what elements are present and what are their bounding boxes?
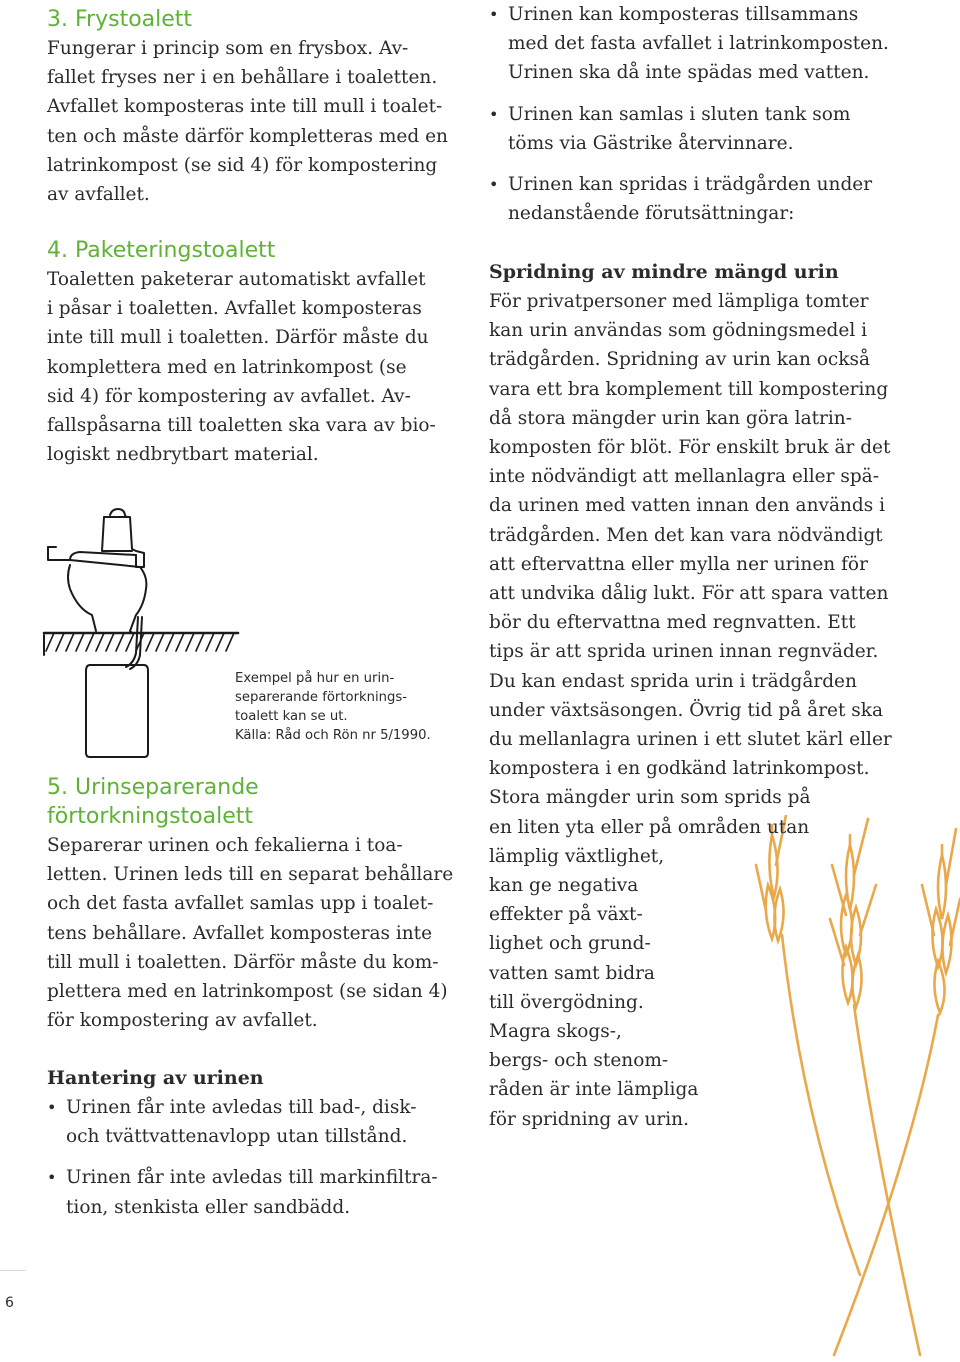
text-line: då stora mängder urin kan göra latrin- xyxy=(489,407,852,429)
text-line: kompostera i en godkänd latrinkompost. xyxy=(489,758,870,780)
text-line: komposten för blöt. För enskilt bruk är det xyxy=(489,437,891,459)
list-item-line: tion, stenkista eller sandbädd. xyxy=(66,1196,351,1218)
urine-handling-list-left xyxy=(47,1093,477,1222)
text-line: kan ge negativa xyxy=(489,875,639,897)
text-line: Stora mängder urin som sprids på xyxy=(489,787,811,809)
text-line: för spridning av urin. xyxy=(489,1108,689,1130)
text-line: en liten yta eller på områden utan xyxy=(489,816,810,838)
spreading-section xyxy=(489,258,929,1134)
text-line: trädgården. Spridning av urin kan också xyxy=(489,349,871,371)
list-item-line: • Urinen kan komposteras tillsammans xyxy=(508,4,859,25)
text-line: vara ett bra komplement till kompostering xyxy=(489,378,889,400)
heading-line: 5. Urinseparerande xyxy=(47,775,259,800)
text-line: Magra skogs-, xyxy=(489,1021,622,1043)
text-line: letten. Urinen leds till en separat behållare xyxy=(47,864,454,886)
list-item-line: nedanstående förutsättningar: xyxy=(508,203,795,225)
section-5 xyxy=(47,773,467,1035)
caption-line: Källa: Råd och Rön nr 5/1990. xyxy=(235,728,431,743)
text-line: Du kan endast sprida urin i trädgården xyxy=(489,670,857,692)
section-4-heading: 4. Paketeringstoalett xyxy=(47,238,276,263)
text-line: vatten samt bidra xyxy=(489,962,655,984)
list-item-line: • Urinen får inte avledas till bad-, disk- xyxy=(66,1097,417,1118)
section-5-heading xyxy=(47,773,467,831)
text-line: att undvika dålig lukt. För att spara vatten xyxy=(489,583,889,605)
list-item xyxy=(489,0,929,88)
list-item-line: och tvättvattenavlopp utan tillstånd. xyxy=(66,1126,408,1148)
heading-line: förtorkningstoalett xyxy=(47,804,254,829)
text-line: till mull i toaletten. Därför måste du kom- xyxy=(47,951,439,973)
text-line: av avfallet. xyxy=(47,184,150,206)
figure-caption xyxy=(235,669,465,745)
text-line: inte till mull i toaletten. Därför måste du xyxy=(47,327,429,349)
section-3-text xyxy=(47,34,467,209)
list-item-line: Urinen ska då inte spädas med vatten. xyxy=(508,62,870,84)
list-item xyxy=(489,170,929,228)
list-item-line: • Urinen kan samlas i sluten tank som xyxy=(508,103,851,125)
section-4 xyxy=(47,236,467,469)
text-line: komplettera med en latrinkompost (se xyxy=(47,356,407,378)
section-4-text xyxy=(47,265,467,469)
list-item xyxy=(489,100,929,158)
urine-handling xyxy=(47,1064,477,1222)
text-line: effekter på växt- xyxy=(489,904,643,926)
list-item-line: töms via Gästrike återvinnare. xyxy=(508,132,794,154)
text-line: Toaletten paketerar automatiskt avfallet xyxy=(47,269,426,290)
list-item-line: med det fasta avfallet i latrinkomposten. xyxy=(508,33,889,55)
text-line: fallet fryses ner i en behållare i toaletten. xyxy=(47,67,438,89)
text-line: råden är inte lämpliga xyxy=(489,1079,699,1101)
section-5-text xyxy=(47,831,467,1035)
list-item-line: • Urinen får inte avledas till markinfiltra- xyxy=(66,1167,438,1189)
text-line: och det fasta avfallet samlas upp i toalet- xyxy=(47,893,434,915)
text-line: under växtsäsongen. Övrig tid på året ska xyxy=(489,699,884,721)
text-line: För privatpersoner med lämpliga tomter xyxy=(489,291,869,312)
toilet-illustration xyxy=(40,505,240,760)
text-line: Separerar urinen och fekalierna i toa- xyxy=(47,835,403,856)
list-item xyxy=(47,1093,477,1151)
list-item xyxy=(47,1163,477,1221)
text-line: kan urin användas som gödningsmedel i xyxy=(489,320,868,342)
text-line: fallspåsarna till toaletten ska vara av bio- xyxy=(47,415,436,437)
caption-line: separerande förtorknings- xyxy=(235,690,408,705)
section-3-heading: 3. Frystoalett xyxy=(47,7,193,32)
text-line: för kompostering av avfallet. xyxy=(47,1010,318,1032)
text-line: inte nödvändigt att mellanlagra eller spä- xyxy=(489,466,879,488)
text-line: att eftervattna eller mylla ner urinen för xyxy=(489,553,868,575)
text-line: lighet och grund- xyxy=(489,933,651,955)
page-number: 6 xyxy=(5,1295,14,1311)
text-line: ten och måste därför kompletteras med en xyxy=(47,125,448,147)
text-line: tips är att sprida urinen innan regnväder. xyxy=(489,641,879,663)
text-line: plettera med en latrinkompost (se sidan 4) xyxy=(47,981,448,1003)
text-line: du mellanlagra urinen i ett slutet kärl eller xyxy=(489,729,892,751)
list-item-line: • Urinen kan spridas i trädgården under xyxy=(508,174,873,196)
text-line: trädgården. Men det kan vara nödvändigt xyxy=(489,524,883,546)
spreading-text xyxy=(489,287,929,1134)
text-line: logiskt nedbrytbart material. xyxy=(47,444,319,466)
urine-options xyxy=(489,0,929,228)
text-line: Fungerar i princip som en frysbox. Av- xyxy=(47,38,409,59)
section-3 xyxy=(47,5,467,209)
text-line: sid 4) för kompostering av avfallet. Av- xyxy=(47,385,411,407)
text-line: latrinkompost (se sid 4) för kompostering xyxy=(47,154,438,176)
caption-line: Exempel på hur en urin- xyxy=(235,671,395,686)
urine-options-list xyxy=(489,0,929,228)
text-line: tens behållare. Avfallet komposteras inte xyxy=(47,922,433,944)
caption-line: toalett kan se ut. xyxy=(235,709,348,724)
text-line: i påsar i toaletten. Avfallet komposteras xyxy=(47,298,422,320)
text-line: till övergödning. xyxy=(489,991,644,1013)
spreading-heading: Spridning av mindre mängd urin xyxy=(489,261,839,283)
text-line: bergs- och stenom- xyxy=(489,1050,669,1072)
text-line: bör du eftervattna med regnvatten. Ett xyxy=(489,612,856,634)
page-number-tab xyxy=(0,1270,26,1362)
text-line: lämplig växtlighet, xyxy=(489,845,665,867)
text-line: Avfallet komposteras inte till mull i toalet- xyxy=(47,96,443,118)
text-line: da urinen med vatten innan den används i xyxy=(489,495,886,517)
urine-handling-heading: Hantering av urinen xyxy=(47,1067,264,1089)
